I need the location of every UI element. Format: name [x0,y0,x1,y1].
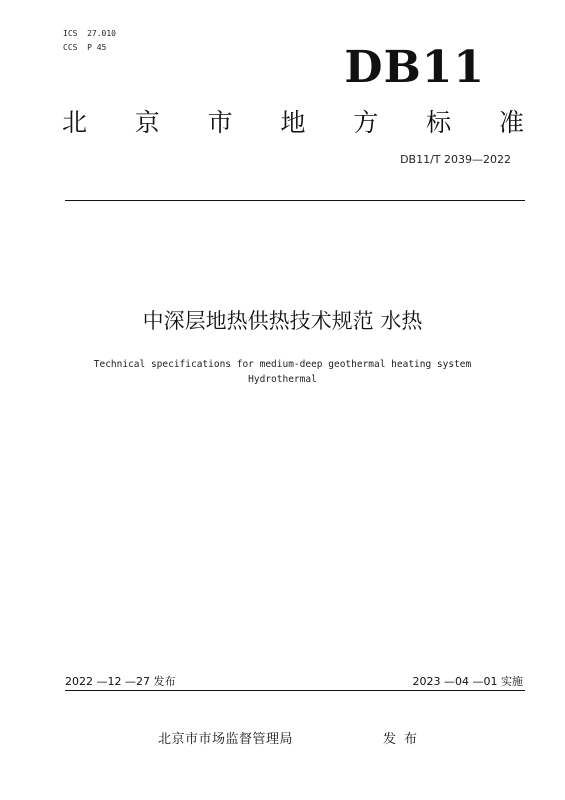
chinese-title: 中深层地热供热技术规范 水热 [142,309,423,333]
bottom-divider [65,690,525,691]
standard-type-char: 市 [207,108,233,137]
ccs-code: CCS P 45 [63,43,107,52]
standard-type-char: 方 [353,108,379,137]
standard-type-char: 地 [280,108,306,137]
standard-number: DB11/T 2039—2022 [400,153,511,166]
db11-logo: DB11 [344,42,485,93]
ics-code: ICS 27.010 [63,29,116,38]
standard-type-heading [62,106,524,140]
implementation-date: 2023 —04 —01 实施 [412,675,523,688]
top-divider [65,200,525,201]
standard-type-char: 京 [134,108,160,137]
classification-codes [63,27,116,55]
english-title-line: Hydrothermal [248,374,317,385]
publish-label: 发布 [383,732,426,747]
issue-date: 2022 —12 —27 发布 [65,675,176,688]
english-title-line: Technical specifications for medium-deep geothermal heating system [93,359,472,370]
standard-type-char: 北 [62,108,88,137]
standard-type-char: 标 [426,108,452,137]
standard-type-char: 准 [498,108,524,137]
english-title [0,357,565,387]
publisher-name: 北京市市场监督管理局 [158,732,294,747]
